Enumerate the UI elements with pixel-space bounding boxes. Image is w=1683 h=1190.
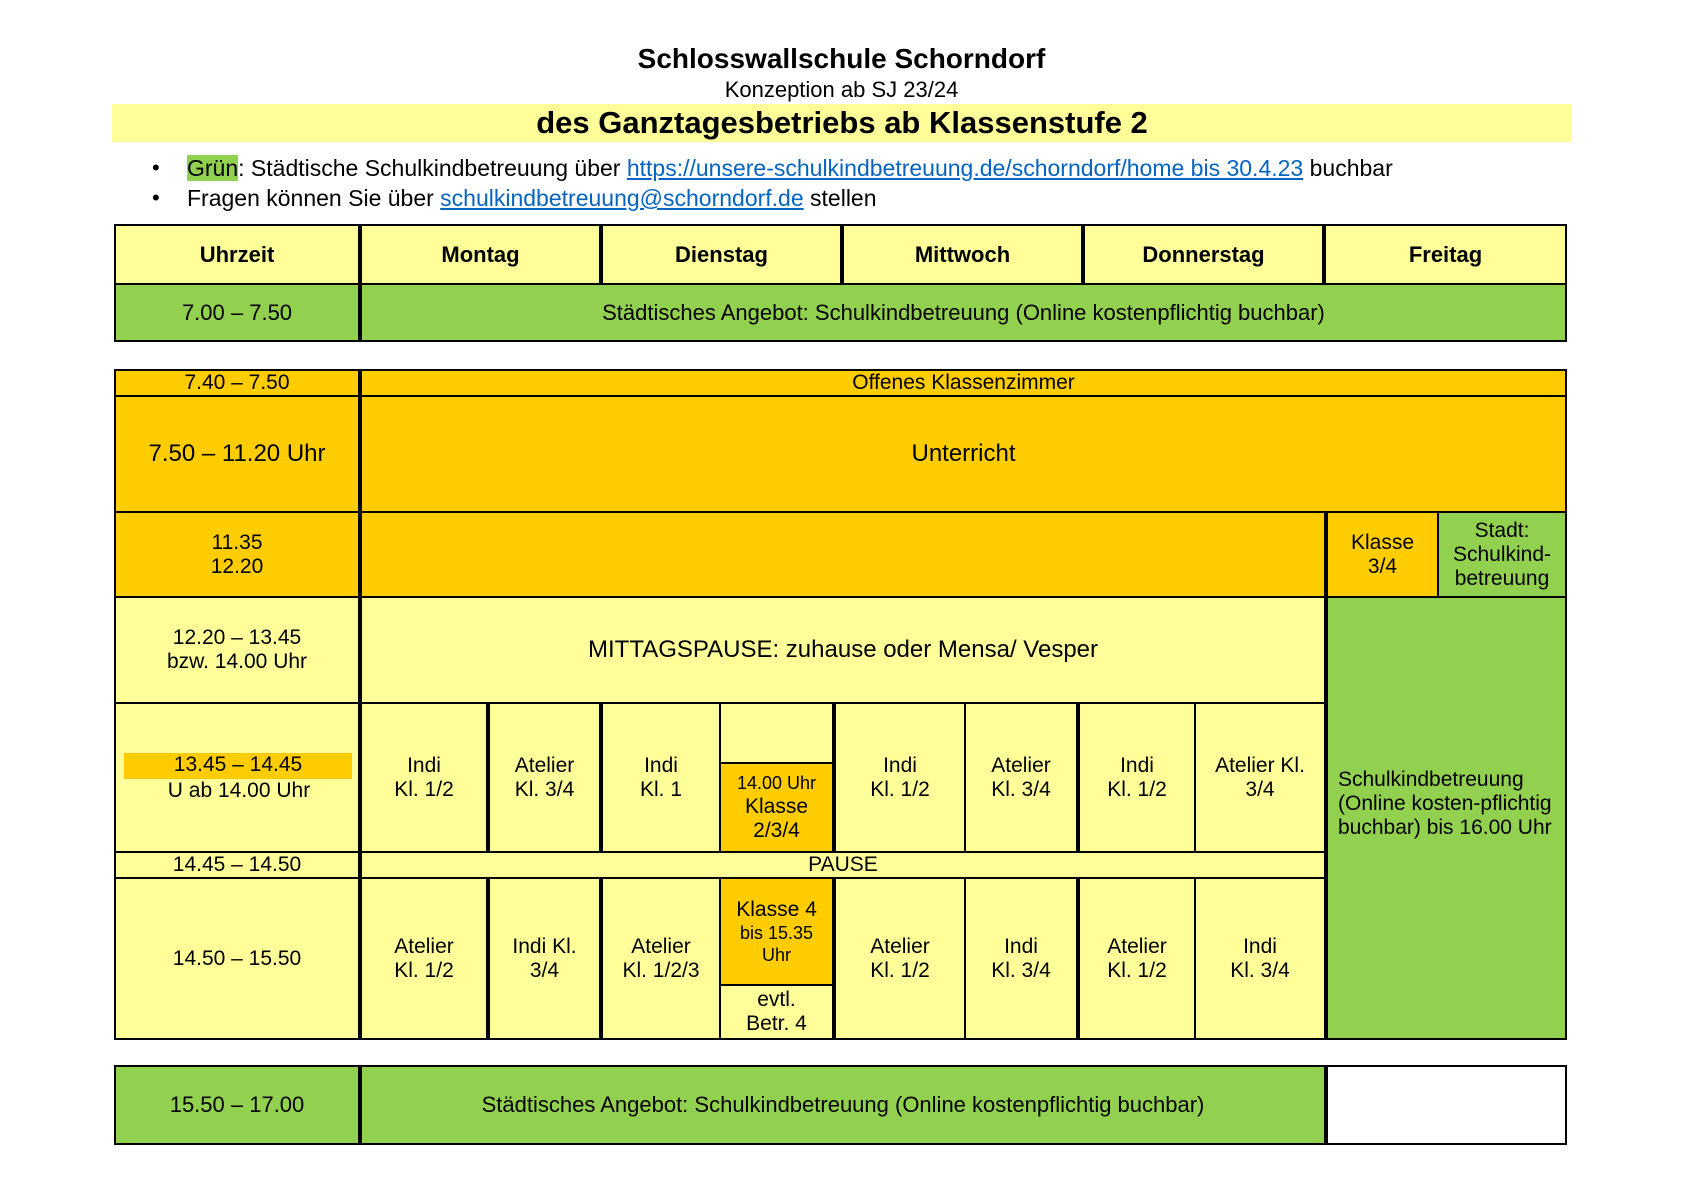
row-break-time-text: 14.45 – 14.50: [172, 853, 302, 876]
friday-afternoon-care: [1327, 597, 1566, 1039]
note-2: [152, 183, 1652, 213]
tue-slot2-b-l1: Klasse 4: [736, 897, 817, 921]
row-break-text: PAUSE: [808, 853, 878, 876]
header-montag-text: Montag: [441, 241, 520, 267]
row-early-offer-text: Städtisches Angebot: Schulkindbetreuung (Online kostenpflichtig buchbar): [602, 299, 1325, 325]
row-lesson: [361, 396, 1566, 512]
header-freitag-text: Freitag: [1408, 241, 1483, 267]
thu-slot2-b-l1: Indi: [1243, 934, 1277, 958]
mon-slot2-a-l2: Kl. 1/2: [394, 958, 454, 982]
row-late-lesson-time-a: 11.35: [211, 530, 263, 554]
tue-slot2-a-l2: Kl. 1/2/3: [622, 958, 700, 982]
tue-slot1-b: [720, 763, 835, 852]
subtitle: [0, 76, 1683, 104]
header-dienstag: [602, 225, 843, 284]
row-late-lesson: [361, 512, 1327, 597]
wed-slot1-a-l2: Kl. 1/2: [870, 777, 930, 801]
mon-slot2-b-l2: 3/4: [529, 958, 560, 982]
subtitle-text: Konzeption ab SJ 23/24: [724, 77, 959, 102]
mon-slot1-b-l2: Kl. 3/4: [514, 777, 575, 801]
notes-list: [152, 153, 1652, 213]
tue-slot2-a: [602, 878, 720, 1039]
header-uhrzeit: [115, 225, 361, 284]
note-2-after: stellen: [803, 185, 877, 211]
header-donnerstag-text: Donnerstag: [1142, 241, 1265, 267]
note-1: [152, 153, 1652, 183]
row-lesson-time-text: 7.50 – 11.20 Uhr: [148, 440, 326, 467]
row-afternoon1-time: [115, 703, 361, 852]
mon-slot1-a: [361, 703, 489, 852]
mon-slot2-a-l1: Atelier: [394, 934, 454, 958]
wed-slot2-a: [835, 878, 965, 1039]
mon-slot1-b-l1: Atelier: [514, 753, 575, 777]
mon-slot2-b: [489, 878, 602, 1039]
wed-slot2-b: [965, 878, 1079, 1039]
thu-slot2-a-l1: Atelier: [1107, 934, 1167, 958]
row-open-class-time: [115, 370, 361, 396]
thu-slot2-b: [1195, 878, 1327, 1039]
tue-slot1-a: [602, 703, 720, 852]
tue-slot2-c: [720, 985, 835, 1039]
header-mittwoch: [843, 225, 1084, 284]
tue-slot1-b-l3: 2/3/4: [753, 819, 800, 842]
stadt-label-c: betreuung: [1454, 566, 1550, 590]
tue-slot2-b-l2: bis 15.35: [739, 922, 814, 943]
thu-slot2-a: [1079, 878, 1195, 1039]
school-name: [0, 42, 1683, 76]
row-lunch-time-b: bzw. 14.00 Uhr: [166, 650, 308, 673]
thu-slot1-b: [1195, 703, 1327, 852]
row-lesson-time: [115, 396, 361, 512]
note-1-text: : Städtische Schulkindbetreuung über: [238, 155, 627, 181]
thu-slot1-b-l2: 3/4: [1245, 777, 1275, 801]
row-lunch-time: [115, 597, 361, 703]
row-evening-time: [115, 1066, 361, 1144]
email-link[interactable]: schulkindbetreuung@schorndorf.de: [440, 185, 804, 211]
booking-link[interactable]: https://unsere-schulkindbetreuung.de/schorndorf/home bis 30.4.23: [626, 155, 1304, 181]
mon-slot1-b: [489, 703, 602, 852]
mon-slot2-b-l1: Indi Kl.: [512, 934, 577, 958]
klasse-label-a: Klasse: [1350, 530, 1415, 554]
tue-slot2-a-l1: Atelier: [631, 934, 691, 958]
page-title-text: des Ganztagesbetriebs ab Klassenstufe 2: [536, 105, 1148, 140]
row-lunch-text: MITTAGSPAUSE: zuhause oder Mensa/ Vesper: [588, 636, 1098, 663]
row-break-time: [115, 852, 361, 878]
mon-slot1-a-l1: Indi: [407, 753, 441, 777]
thu-slot2-a-l2: Kl. 1/2: [1107, 958, 1167, 982]
stadt-label-b: Schulkind-: [1452, 542, 1552, 566]
wed-slot1-a: [835, 703, 965, 852]
mon-slot2-a: [361, 878, 489, 1039]
row-late-lesson-time: [115, 512, 361, 597]
header-donnerstag: [1084, 225, 1325, 284]
thu-slot1-a: [1079, 703, 1195, 852]
wed-slot1-a-l1: Indi: [883, 753, 917, 777]
green-highlight: Grün: [187, 155, 239, 181]
row-open-class: [361, 370, 1566, 396]
header-mittwoch-text: Mittwoch: [914, 241, 1011, 267]
wed-slot2-b-l2: Kl. 3/4: [991, 958, 1051, 982]
tue-slot2-c-l2: Betr. 4: [746, 1012, 807, 1035]
tue-slot1-b-top: [720, 703, 835, 763]
page-title: [112, 104, 1572, 142]
row-afternoon2-time: [115, 878, 361, 1039]
row-late-lesson-stadt: [1438, 512, 1566, 597]
row-evening-friday: [1327, 1066, 1566, 1144]
thu-slot1-b-l1: Atelier Kl.: [1215, 753, 1305, 777]
row-late-lesson-time-b: 12.20: [210, 554, 264, 578]
tue-slot2-c-l1: evtl.: [757, 988, 796, 1011]
wed-slot2-a-l1: Atelier: [870, 934, 930, 958]
wed-slot2-a-l2: Kl. 1/2: [870, 958, 930, 982]
row-lunch-time-a: 12.20 – 13.45: [172, 626, 302, 649]
header-dienstag-text: Dienstag: [675, 241, 768, 267]
row-afternoon2-time-text: 14.50 – 15.50: [172, 946, 302, 970]
header-freitag: [1325, 225, 1566, 284]
thu-slot1-a-l1: Indi: [1120, 753, 1154, 777]
klasse-label-b: 3/4: [1367, 554, 1398, 578]
tue-slot1-b-l2: Klasse: [744, 795, 809, 818]
header-uhrzeit-text: Uhrzeit: [199, 241, 275, 267]
row-early-time-text: 7.00 – 7.50: [181, 299, 293, 325]
row-afternoon1-time-b: U ab 14.00 Uhr: [167, 779, 311, 802]
row-evening-offer: [361, 1066, 1327, 1144]
row-evening-offer-text: Städtisches Angebot: Schulkindbetreuung (Online kostenpflichtig buchbar): [481, 1092, 1205, 1117]
stadt-label-a: Stadt:: [1474, 518, 1530, 542]
wed-slot2-b-l1: Indi: [1004, 934, 1038, 958]
row-break: [361, 852, 1327, 878]
wed-slot1-b: [965, 703, 1079, 852]
wed-slot1-b-l2: Kl. 3/4: [991, 777, 1051, 801]
row-lesson-text: Unterricht: [911, 440, 1016, 467]
tue-slot2-b: [720, 878, 835, 985]
thu-slot2-b-l2: Kl. 3/4: [1230, 958, 1290, 982]
tue-slot1-b-l1: 14.00 Uhr: [736, 773, 817, 793]
wed-slot1-b-l1: Atelier: [991, 753, 1051, 777]
row-afternoon1-time-a: 13.45 – 14.45: [124, 753, 352, 779]
mon-slot1-a-l2: Kl. 1/2: [394, 777, 454, 801]
row-open-class-time-text: 7.40 – 7.50: [184, 371, 290, 394]
header-montag: [361, 225, 602, 284]
row-lunch: [361, 597, 1327, 703]
row-evening-time-text: 15.50 – 17.00: [169, 1092, 305, 1117]
thu-slot1-a-l2: Kl. 1/2: [1107, 777, 1167, 801]
tue-slot1-a-l1: Indi: [644, 753, 678, 777]
friday-afternoon-care-text: Schulkindbetreuung (Online kosten-pflichtig buchbar) bis 16.00 Uhr: [1338, 768, 1552, 839]
row-late-lesson-klasse: [1327, 512, 1438, 597]
row-early-time: [115, 284, 361, 341]
note-2-text: Fragen können Sie über: [187, 185, 441, 211]
row-open-class-text: Offenes Klassenzimmer: [852, 371, 1075, 394]
tue-slot1-a-l2: Kl. 1: [639, 777, 683, 801]
row-early-offer: [361, 284, 1566, 341]
note-1-after: buchbar: [1303, 155, 1393, 181]
tue-slot2-b-l3: Uhr: [761, 944, 791, 965]
school-name-text: Schlosswallschule Schorndorf: [637, 43, 1046, 74]
